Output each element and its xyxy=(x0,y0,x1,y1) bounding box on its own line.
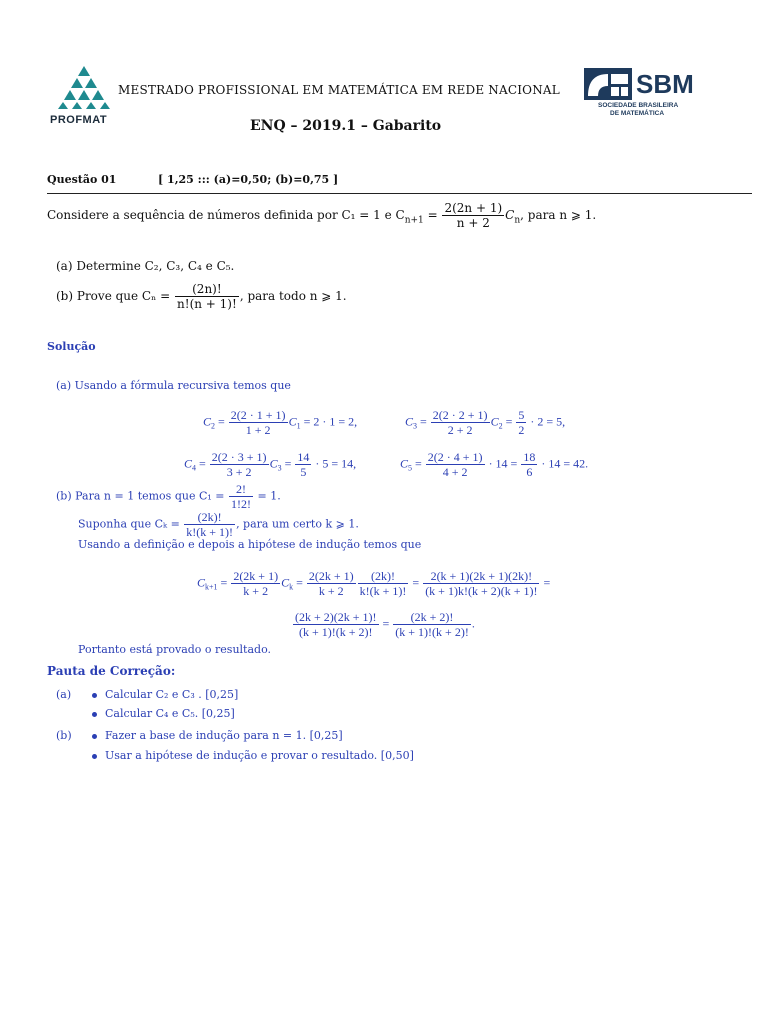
solution-a-intro-text: Usando a fórmula recursiva temos que xyxy=(74,379,291,392)
program-title: MESTRADO PROFISSIONAL EM MATEMÁTICA EM REDE NACIONAL xyxy=(118,83,560,97)
bullet-icon xyxy=(92,693,97,698)
equation-c5: $C_5$ = $\frac{2(2 \cdot 4 + 1)}{4 + 2}$ · 14 = $\frac{18}{6}$ · 14 = 42. xyxy=(400,450,589,479)
grading-b-label: (b) xyxy=(56,729,72,742)
solution-b-base-suffix: = 1. xyxy=(257,489,281,503)
bullet-icon xyxy=(92,754,97,759)
part-b-prefix: Prove que Cₙ = xyxy=(76,289,171,303)
question-number: Questão 01 xyxy=(47,173,117,186)
part-b xyxy=(56,282,347,311)
grading-a-item-1: Calcular C₂ e C₃ . [0,25] xyxy=(92,688,238,701)
solution-b-hyp-prefix: Suponha que Cₖ = xyxy=(78,517,180,531)
question-divider xyxy=(47,193,752,194)
solution-conclusion: Portanto está provado o resultado. xyxy=(78,643,272,656)
grading-b-item-1: Fazer a base de indução para n = 1. [0,25] xyxy=(92,729,343,742)
solution-b-hypothesis: Suponha que Cₖ = $\frac{(2k)!}{k!(k + 1)!}$ , para um certo k ⩾ 1. xyxy=(78,510,359,539)
statement-prefix: Considere a sequência de números definida por C₁ = 1 e C xyxy=(47,208,405,222)
solution-b-base: (b) Para n = 1 temos que C₁ = $\frac{2!}{1!2!}$ = 1. xyxy=(56,482,281,511)
solution-b-hyp-suffix: , para um certo k ⩾ 1. xyxy=(236,517,359,531)
sbm-subtitle-2: DE MATEMÁTICA xyxy=(610,110,665,117)
solution-a-intro xyxy=(56,379,291,392)
part-a-text: Determine C₂, C₃, C₄ e C₅. xyxy=(76,259,235,273)
grading-a-item-2: Calcular C₄ e C₅. [0,25] xyxy=(92,707,235,720)
grading-b-item-2: Usar a hipótese de indução e provar o resultado. [0,50] xyxy=(92,749,414,762)
equation-c2: $C_2$ = $\frac{2(2 \cdot 1 + 1)}{1 + 2}$ $C_1 = 2 \cdot 1 = 2$, xyxy=(203,408,358,437)
question-statement: Considere a sequência de números definida por C₁ = 1 e $C_{n+1}$ = $\frac{2(2n + 1)}{n + 2}$ $C_n$, para n ⩾ 1. xyxy=(47,201,597,230)
part-b-label: (b) xyxy=(56,289,74,303)
part-a xyxy=(56,259,234,273)
bullet-icon xyxy=(92,712,97,717)
grading-a-label: (a) xyxy=(56,688,72,701)
equation-induction-2: $\frac{(2k + 2)(2k + 1)!}{(k + 1)!(k + 2)!}$ = $\frac{(2k + 2)!}{(k + 1)!(k + 2)!}$ . xyxy=(295,610,475,639)
statement-suffix: , para n ⩾ 1. xyxy=(520,208,597,222)
catalan-fraction: $\frac{(2n)!}{n!(n + 1)!}$ xyxy=(177,282,237,311)
equation-induction-1: $C_{k+1}$ = $\frac{2(2k + 1)}{k + 2}$ $C_k$ = $\frac{2(2k + 1)}{k + 2}$ $\frac{(2k)!}{k!(k + 1)!}$ = $\frac{2(k + 1)(2k + 1)(2k)!}{(k + 1)k!(k + 2)(k + 1)!}$ = xyxy=(197,569,551,598)
equation-c4: $C_4$ = $\frac{2(2 \cdot 3 + 1)}{3 + 2}$ $C_3$ = $\frac{14}{5}$ · 5 = 14, xyxy=(184,450,357,479)
bullet-icon xyxy=(92,734,97,739)
profmat-wordmark: PROFMAT xyxy=(50,114,108,126)
recurrence-fraction: $\frac{2(2n + 1)}{n + 2}$ xyxy=(444,201,503,230)
solution-heading: Solução xyxy=(47,340,96,353)
exam-title: ENQ – 2019.1 – Gabarito xyxy=(250,118,442,134)
solution-b-label: (b) xyxy=(56,489,72,503)
solution-b-base-prefix: Para n = 1 temos que C₁ = xyxy=(75,489,225,503)
solution-b-step-intro: Usando a definição e depois a hipótese de indução temos que xyxy=(78,538,422,551)
question-score: [ 1,25 ::: (a)=0,50; (b)=0,75 ] xyxy=(158,173,339,186)
part-b-suffix: , para todo n ⩾ 1. xyxy=(239,289,347,303)
equation-c3: $C_3$ = $\frac{2(2 \cdot 2 + 1)}{2 + 2}$ $C_2$ = $\frac{5}{2}$ · 2 = 5, xyxy=(405,408,566,437)
profmat-triangle-icon xyxy=(48,64,120,110)
sbm-subtitle-1: SOCIEDADE BRASILEIRA xyxy=(598,102,679,109)
sbm-logo xyxy=(584,68,704,120)
sbm-emblem-icon xyxy=(584,68,632,100)
solution-a-label: (a) xyxy=(56,379,72,392)
sbm-wordmark: SBM xyxy=(636,69,694,99)
profmat-logo xyxy=(48,64,120,126)
grading-heading: Pauta de Correção: xyxy=(47,664,176,678)
part-a-label: (a) xyxy=(56,259,73,273)
